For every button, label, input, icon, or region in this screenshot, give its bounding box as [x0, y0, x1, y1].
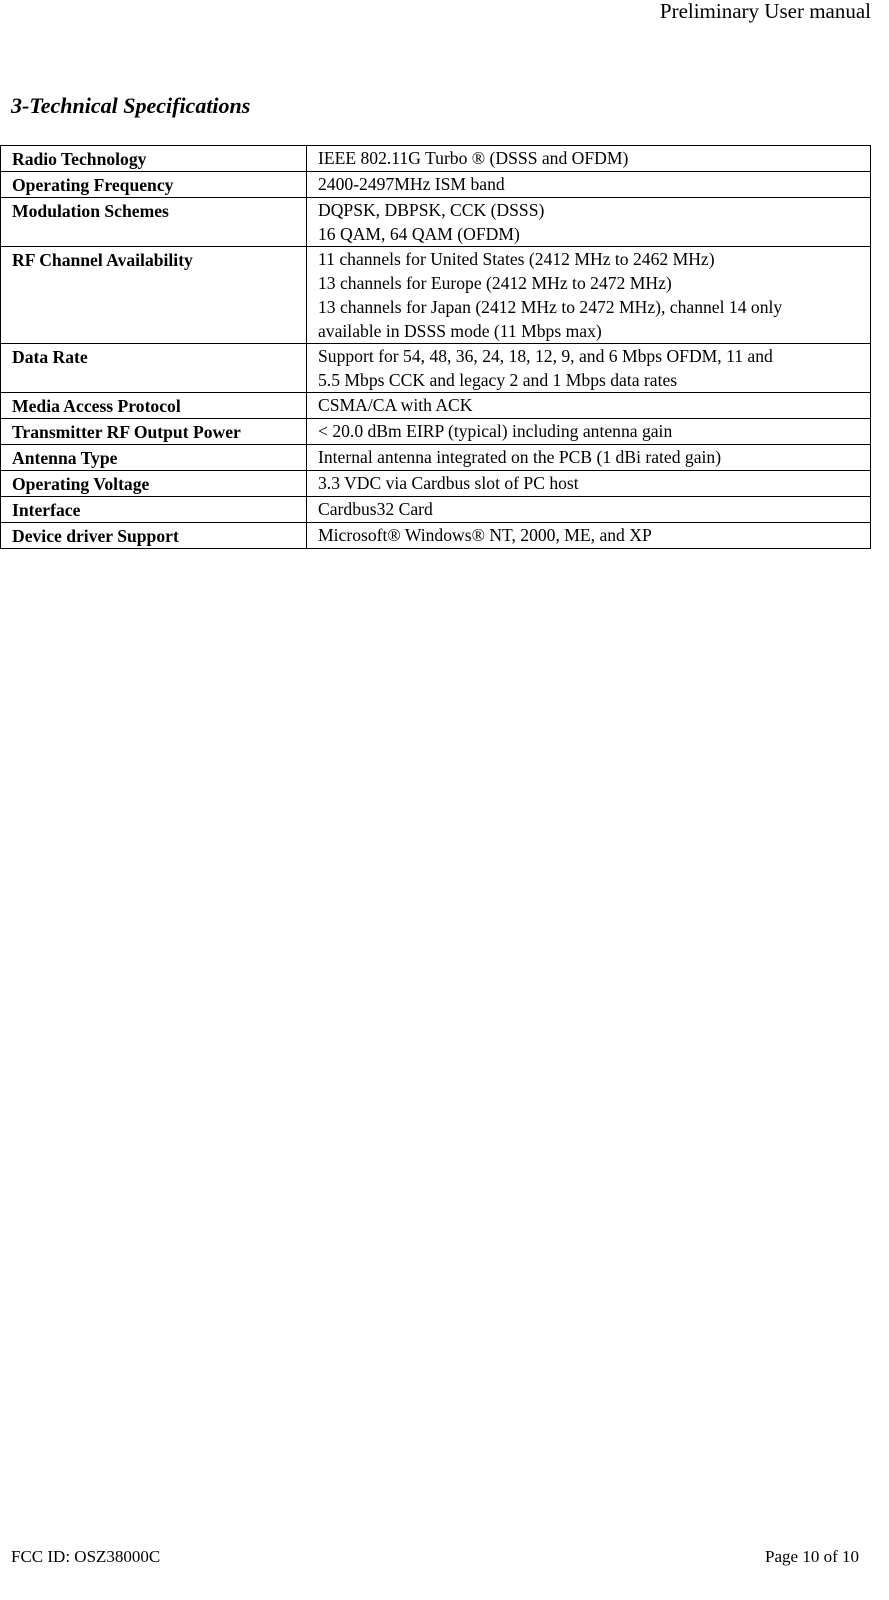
table-row — [1, 497, 871, 523]
spec-label: Interface — [1, 497, 307, 523]
spec-table — [0, 145, 871, 549]
table-row — [1, 344, 871, 393]
spec-value — [307, 497, 871, 523]
spec-value — [307, 445, 871, 471]
document-header: Preliminary User manual — [659, 0, 871, 23]
spec-label: Radio Technology — [1, 146, 307, 172]
table-row — [1, 198, 871, 247]
section-title: 3-Technical Specifications — [11, 93, 251, 118]
page-number-footer: Page 10 of 10 — [765, 1547, 859, 1566]
fcc-id-footer: FCC ID: OSZ38000C — [11, 1547, 161, 1566]
spec-value — [307, 523, 871, 549]
spec-label: Operating Frequency — [1, 172, 307, 198]
table-row — [1, 471, 871, 497]
spec-value-line: Cardbus32 Card — [318, 499, 433, 519]
table-row — [1, 445, 871, 471]
spec-label: Modulation Schemes — [1, 198, 307, 247]
spec-value-line: 3.3 VDC via Cardbus slot of PC host — [318, 473, 579, 493]
spec-value-line: 16 QAM, 64 QAM (OFDM) — [318, 224, 520, 244]
spec-value — [307, 419, 871, 445]
spec-value — [307, 393, 871, 419]
spec-value-line: 11 channels for United States (2412 MHz to 2462 MHz) — [318, 249, 715, 269]
spec-value — [307, 146, 871, 172]
table-row — [1, 247, 871, 344]
spec-value-line: DQPSK, DBPSK, CCK (DSSS) — [318, 200, 545, 220]
table-row — [1, 172, 871, 198]
spec-value-line: 13 channels for Europe (2412 MHz to 2472 MHz) — [318, 273, 672, 293]
spec-label: Transmitter RF Output Power — [1, 419, 307, 445]
spec-value-line: CSMA/CA with ACK — [318, 395, 473, 415]
spec-value-line: 2400-2497MHz ISM band — [318, 174, 505, 194]
spec-value — [307, 344, 871, 393]
spec-value-line: available in DSSS mode (11 Mbps max) — [318, 321, 602, 341]
spec-value — [307, 247, 871, 344]
spec-label: RF Channel Availability — [1, 247, 307, 344]
spec-label: Antenna Type — [1, 445, 307, 471]
spec-value — [307, 471, 871, 497]
spec-value-line: 5.5 Mbps CCK and legacy 2 and 1 Mbps data rates — [318, 370, 678, 390]
spec-value-line: IEEE 802.11G Turbo ® (DSSS and OFDM) — [318, 148, 629, 168]
table-row — [1, 523, 871, 549]
spec-value-line: Microsoft® Windows® NT, 2000, ME, and XP — [318, 525, 652, 545]
spec-value-line: Support for 54, 48, 36, 24, 18, 12, 9, and 6 Mbps OFDM, 11 and — [318, 346, 773, 366]
table-row — [1, 393, 871, 419]
spec-label: Device driver Support — [1, 523, 307, 549]
spec-value-line: 13 channels for Japan (2412 MHz to 2472 MHz), channel 14 only — [318, 297, 783, 317]
spec-value-line: Internal antenna integrated on the PCB (1 dBi rated gain) — [318, 447, 722, 467]
spec-value — [307, 198, 871, 247]
spec-value-line: < 20.0 dBm EIRP (typical) including antenna gain — [318, 421, 673, 441]
spec-label: Data Rate — [1, 344, 307, 393]
spec-value — [307, 172, 871, 198]
spec-label: Operating Voltage — [1, 471, 307, 497]
table-row — [1, 419, 871, 445]
spec-label: Media Access Protocol — [1, 393, 307, 419]
table-row — [1, 146, 871, 172]
